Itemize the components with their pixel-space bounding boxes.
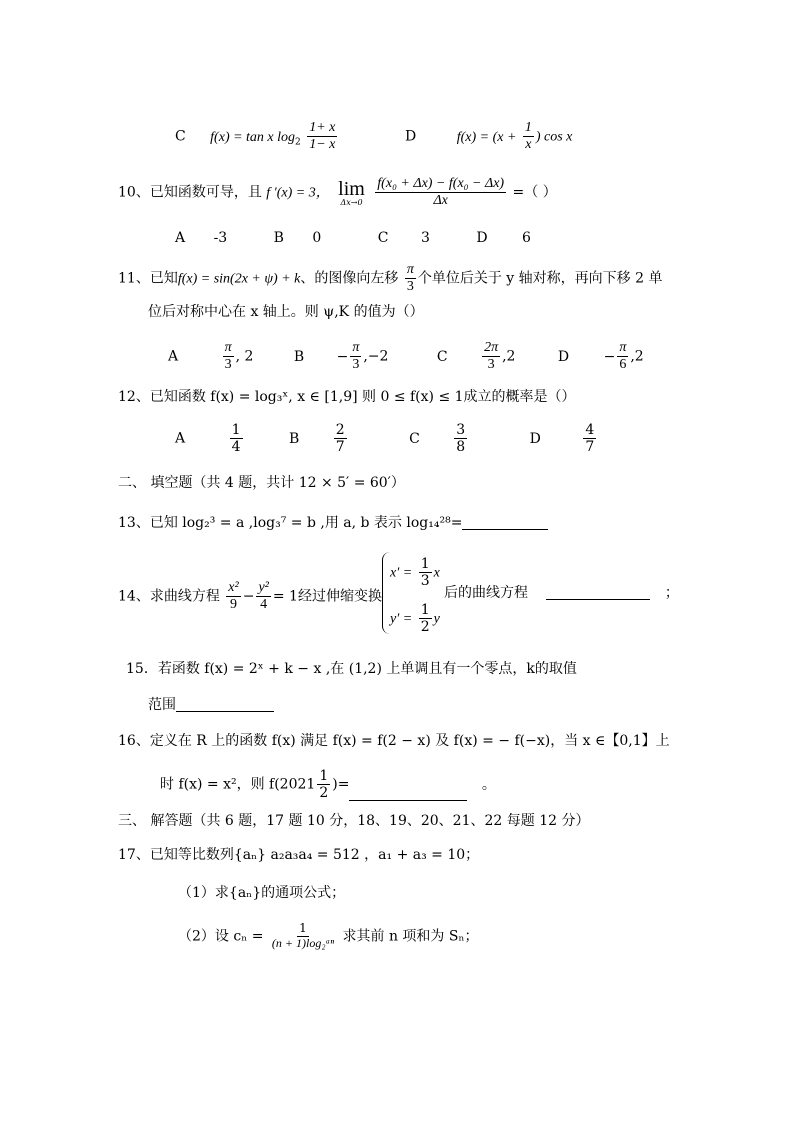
q14-stem: 14、求曲线方程 $\frac{\text{x²}}{9}$ − $\frac{\text{y²}}{4}$ = 1经过伸缩变换 (118, 580, 382, 613)
section-3-heading: 三、 解答题（共 6 题，17 题 10 分，18、19、20、21、22 每题 12 分） (118, 813, 590, 829)
q16-answer-blank[interactable] (349, 800, 467, 801)
section-2-heading: 二、 填空题（共 4 题，共计 12 × 5′ = 60′） (118, 475, 405, 491)
q9-option-d: D f(x) = (x + $\frac{1}{x}$ ) cos x (405, 120, 573, 153)
q13-answer-blank[interactable] (462, 529, 548, 530)
q9-optD-func: f(x) = (x + (456, 129, 517, 145)
q9-option-c: C f(x) = tan x $\log_2$ $\frac{1+ x}{1- x}$ (175, 120, 336, 153)
q10-fraction: $\frac{\text{f(x₀ + Δx) − f(x₀ − Δx)}}{\Delta x}$ (377, 176, 505, 209)
q14-transform-x: x′ = $\frac{1}{3}$ x (390, 556, 440, 590)
q10-options: A -3 B 0 C 3 D 6 (175, 230, 531, 246)
q16-line2: 时 f(x) = x²，则 f(2021 $\frac{1}{2}$ )= 。 (160, 768, 496, 802)
q9-optC-fraction: $\frac{1+ x}{1- x}$ (309, 120, 336, 153)
q11-stem-line2: 位后对称中心在 x 轴上。则 ψ,K 的值为（） (148, 304, 424, 320)
q17-sub2: （2）设 cₙ = $\frac{1}{\text{(n + 1)log₂ᵃⁿ}}$ 求其前 n 项和为 Sₙ； (178, 921, 479, 950)
q14-transform-y: y′ = $\frac{1}{2}$ y (390, 602, 440, 636)
q17-sub1: （1）求{aₙ}的通项公式； (178, 885, 346, 901)
q11-stem: 11、已知f(x) = sin(2x + ψ) + k、的图像向左移 $\frac{\pi}{3}$ 个单位后关于 y 轴对称，再向下移 2 单 (118, 262, 663, 295)
q9-optD-label: D (405, 128, 417, 145)
q15-stem: 15．若函数 f(x) = 2ˣ + k − x ,在 (1,2) 上单调且有一个零点，k的取值 (126, 661, 577, 677)
q11-options: A $\frac{\pi}{3}$ , 2 B − $\frac{\pi}{3}$ ,−2 C $\frac{2\pi}{3}$ ,2 D − $\frac{\pi}{6}$ ,2 (168, 340, 644, 373)
q15-line2: 范围 (148, 698, 274, 712)
q12-options: A $\frac{1}{4}$ B $\frac{2}{7}$ C $\frac{3}{8}$ D $\frac{4}{7}$ (175, 422, 595, 456)
q9-optD-fraction: $\frac{1}{x}$ (524, 120, 532, 153)
q14-tail: 后的曲线方程 ； (444, 585, 679, 601)
q10-stem: 10、已知函数可导，且 f ′(x) = 3， lim Δx→0 $\frac{\text{f(x₀ + Δx) − f(x₀ − Δx)}}{\Delta x}$ =（ ） (118, 176, 557, 209)
q11-shift-fraction: $\frac{\pi}{3}$ (406, 262, 414, 295)
q9-optC-label: C (175, 128, 186, 145)
q17-stem: 17、已知等比数列{aₙ} a₂a₃a₄ = 512 ，a₁ + a₃ = 10； (118, 847, 480, 863)
q15-answer-blank[interactable] (176, 711, 274, 712)
q10-limit: lim Δx→0 (338, 177, 365, 207)
q14-answer-blank[interactable] (546, 599, 650, 600)
q9-optC-func: f(x) = tan x log (210, 129, 296, 145)
q12-stem: 12、已知函数 f(x) = log₃ˣ, x ∈ [1,9] 则 0 ≤ f(x) ≤ 1成立的概率是（） (118, 389, 576, 405)
q13-stem: 13、已知 log₂³ = a ,log₃⁷ = b ,用 a, b 表示 log₁₄²⁸= (118, 516, 548, 530)
q16-stem: 16、定义在 R 上的函数 f(x) 满足 f(x) = f(2 − x) 及 f(x) = − f(−x)，当 x ∈【0,1】上 (118, 733, 670, 749)
